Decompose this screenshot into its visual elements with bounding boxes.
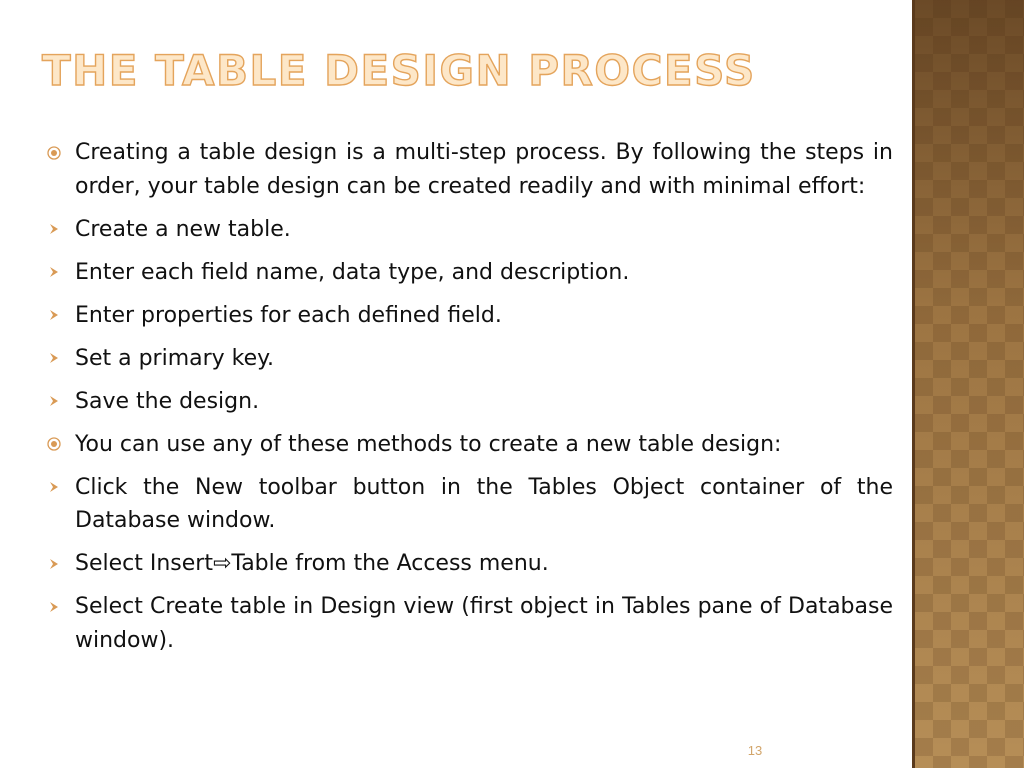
bullet-text: Creating a table design is a multi-step process. By following the steps in order, your table design can be created readily and with minimal effort:	[75, 140, 893, 199]
bullet-text: Select Insert⇨Table from the Access menu.	[75, 551, 549, 576]
bullet-text: Set a primary key.	[75, 345, 275, 371]
bullet-text: Select Create table in Design view (first object in Tables pane of Database window).	[75, 594, 893, 653]
arrowhead-icon	[46, 547, 62, 581]
bullet-item	[42, 385, 893, 419]
bullet-text: Save the design.	[75, 388, 260, 414]
arrowhead-icon	[46, 299, 62, 333]
bullet-item	[42, 428, 893, 462]
bullet-text: Click the New toolbar button in the Tables Object container of the Database window.	[75, 474, 893, 533]
bullet-item	[42, 256, 893, 290]
bullet-text: Enter properties for each defined field.	[75, 302, 502, 328]
bullet-item	[42, 590, 893, 657]
bullet-item	[42, 299, 893, 333]
slide-number: 13	[747, 743, 763, 758]
slide-title: THE TABLE DESIGN PROCESS	[42, 46, 756, 95]
bullet-text: Create a new table.	[75, 216, 291, 242]
bullet-list	[42, 136, 893, 667]
circle-dot-icon	[46, 136, 62, 170]
bullet-item	[42, 136, 893, 203]
arrowhead-icon	[46, 471, 62, 505]
bullet-item	[42, 213, 893, 247]
arrowhead-icon	[46, 342, 62, 376]
bullet-item	[42, 342, 893, 376]
bullet-item	[42, 471, 893, 538]
circle-dot-icon	[46, 428, 62, 462]
bullet-text: Enter each field name, data type, and description.	[75, 259, 630, 285]
arrowhead-icon	[46, 385, 62, 419]
decorative-side-panel	[912, 0, 1024, 768]
arrowhead-icon	[46, 590, 62, 624]
bullet-item	[42, 547, 893, 581]
bullet-text: You can use any of these methods to create a new table design:	[75, 431, 782, 457]
arrowhead-icon	[46, 256, 62, 290]
arrowhead-icon	[46, 213, 62, 247]
